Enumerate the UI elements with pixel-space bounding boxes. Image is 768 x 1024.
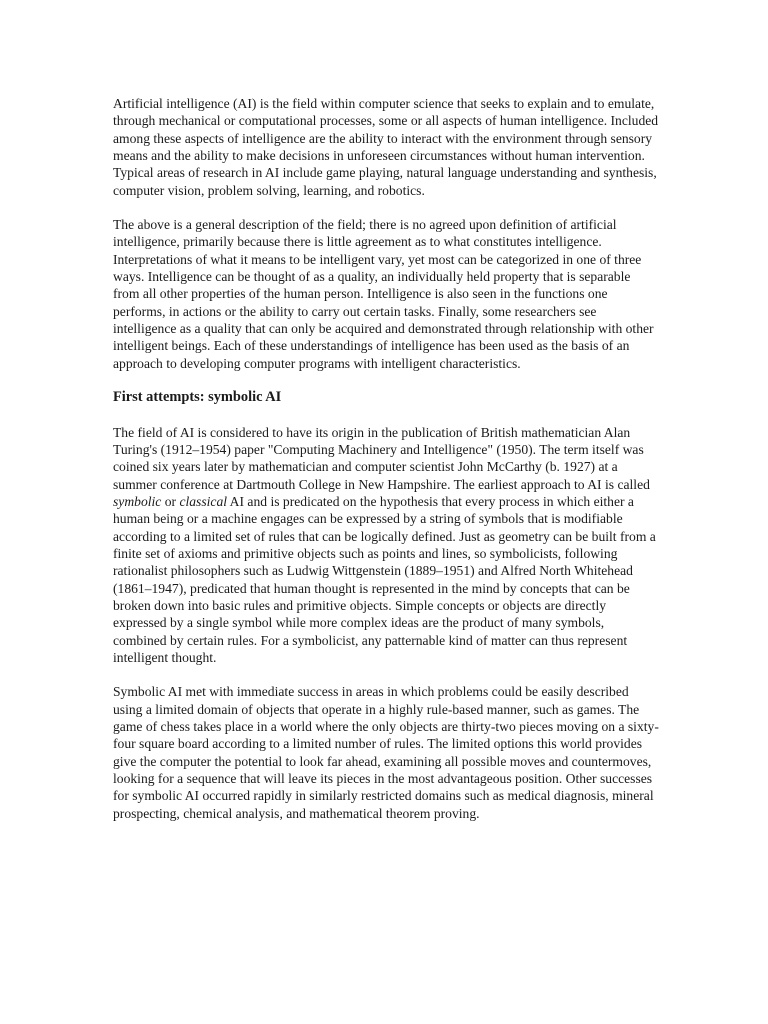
italic-term-classical: classical — [179, 493, 228, 509]
document-body — [113, 95, 659, 839]
paragraph-intro-2: The above is a general description of the field; there is no agreed upon definition of artificial intelligence, primarily because there is little agreement as to what constitutes intelligence. Interpretations of what it means to be intelligent vary, yet most can be categorized in one of three ways. Intelligence can be thought of as a quality, an individually held property that is separable from all other properties of the human person. Intelligence is also seen in the functions one performs, in actions or the ability to carry out certain tasks. Finally, some researchers see intelligence as a quality that can only be acquired and demonstrated through relationship with other intelligent beings. Each of these understandings of intelligence has been used as the basis of an approach to developing computer programs with intelligent characteristics. — [113, 217, 654, 371]
paragraph-symbolic-success: Symbolic AI met with immediate success in areas in which problems could be easily described using a limited domain of objects that operate in a highly rule-based manner, such as games. The game of chess takes place in a world where the only objects are thirty-two pieces moving on a sixty-four square board according to a limited number of rules. The limited options this world provides give the computer the potential to look far ahead, examining all possible moves and countermoves, looking for a sequence that will leave its pieces in the most advantageous position. Other successes for symbolic AI occurred rapidly in similarly restricted domains such as medical diagnosis, mineral prospecting, chemical analysis, and mathematical theorem proving. — [113, 684, 659, 821]
section-heading: First attempts: symbolic AI — [113, 389, 282, 406]
paragraph-intro-1: Artificial intelligence (AI) is the field within computer science that seeks to explain and to emulate, through mechanical or computational processes, some or all aspects of human intelligence. Included among these aspects of intelligence are the ability to interact with the environment through sensory means and the ability to make decisions in unforeseen circumstances without human intervention. Typical areas of research in AI include game playing, natural language understanding and synthesis, computer vision, problem solving, learning, and robotics. — [113, 96, 659, 198]
paragraph-text-segment: or — [161, 493, 180, 509]
paragraph-symbolic-ai — [113, 424, 659, 667]
paragraph-text-segment: AI and is predicated on the hypothesis that every process in which either a human being or a machine engages can be expressed by a string of symbols that is modifiable according to a limited set of rules that can be logically defined. Just as geometry can be built from a finite set of axioms and primitive objects such as points and lines, so symbolicists, following rationalist philosophers such as Ludwig Wittgenstein (1889–1951) and Alfred North Whitehead (1861–1947), predicated that human thought is represented in the mind by concepts that can be broken down into basic rules and primitive objects. Simple concepts or objects are directly expressed by a single symbol while more complex ideas are the product of many symbols, combined by certain rules. For a symbolicist, any patternable kind of matter can thus represent intelligent thought. — [113, 493, 656, 665]
paragraph-text-segment: The field of AI is considered to have its origin in the publication of British mathematician Alan Turing's (1912–1954) paper "Computing Machinery and Intelligence" (1950). The term itself was coined six years later by mathematician and computer scientist John McCarthy (b. 1927) at a summer conference at Dartmouth College in New Hampshire. The earliest approach to AI is called — [113, 424, 650, 492]
italic-term-symbolic: symbolic — [113, 493, 162, 509]
